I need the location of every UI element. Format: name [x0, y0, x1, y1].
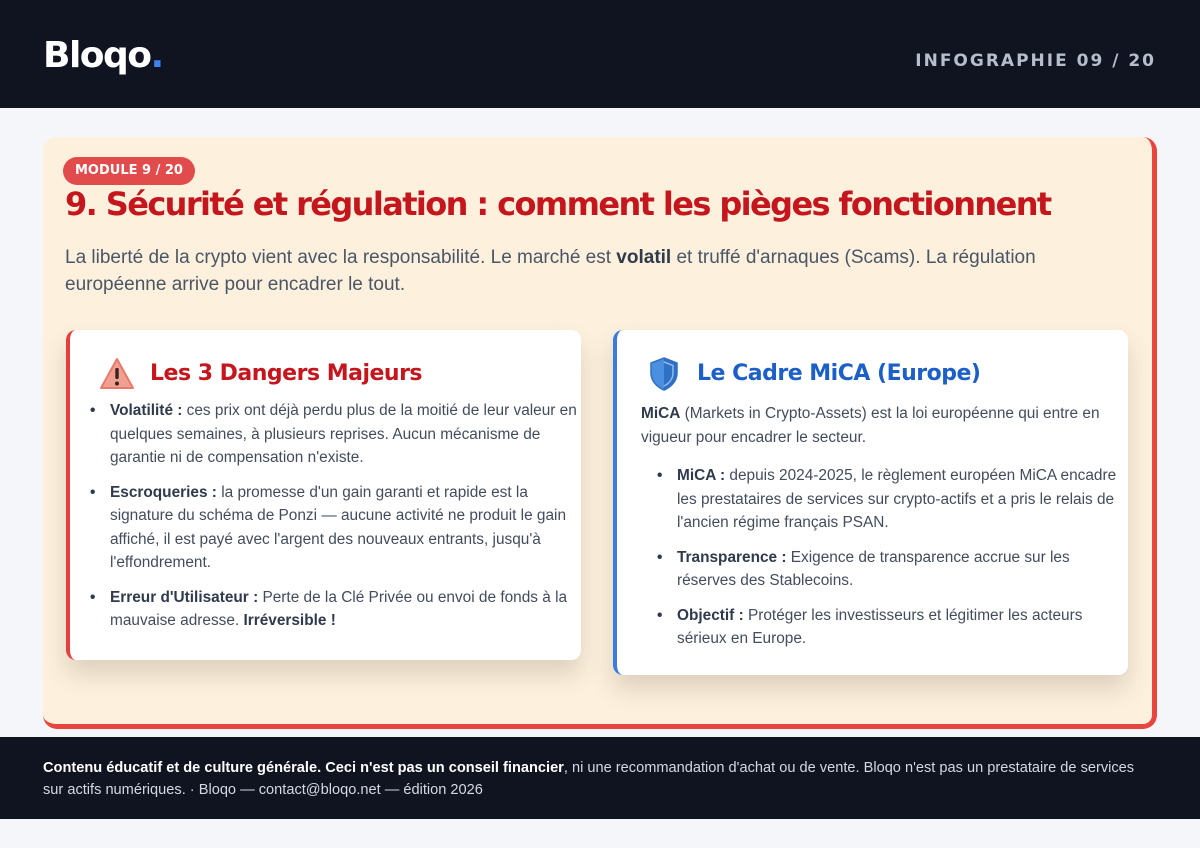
item-label: Volatilité : [110, 402, 183, 419]
item-label: Objectif : [677, 606, 744, 624]
mica-intro-bold: MiCA [641, 405, 681, 422]
disclaimer-bold: Contenu éducatif et de culture générale. Ceci n'est pas un conseil financier [43, 760, 564, 776]
dangers-title: Les 3 Dangers Majeurs [150, 361, 423, 386]
module-badge: MODULE 9 / 20 [63, 157, 195, 185]
intro-emphasis: volatil [616, 247, 672, 268]
list-item [110, 399, 580, 470]
item-label: MiCA : [677, 467, 726, 484]
shield-icon [645, 355, 683, 393]
intro-text-start: La liberté de la crypto vient avec la responsabilité. Le marché est [65, 247, 617, 268]
item-text: Exigence de transparence accrue sur les réserves des Stablecoins. [677, 548, 1070, 589]
item-text: Perte de la Clé Privée ou envoi de fonds à la mauvaise adresse. [110, 588, 568, 629]
infographic-counter: INFOGRAPHIE 09 / 20 [915, 51, 1156, 71]
list-item [657, 604, 1117, 651]
disclaimer-text [43, 757, 1153, 801]
list-item [110, 586, 580, 633]
top-bar [0, 0, 1200, 108]
item-text: la promesse d'un gain garanti et rapide est la signature du schéma de Ponzi — aucune activité ne produit le gain affiché, il est payé avec l'argent des nouveaux entrants, jusqu'à l'effondrement. [110, 483, 567, 571]
item-emphasis: Irréversible ! [243, 612, 336, 629]
mica-list [657, 464, 1117, 662]
list-item [657, 546, 1117, 593]
mica-title: Le Cadre MiCA (Europe) [697, 361, 981, 386]
item-label: Escroqueries : [110, 483, 217, 501]
mica-intro-text: (Markets in Crypto-Assets) est la loi européenne qui entre en vigueur pour encadrer le secteur. [641, 405, 1100, 446]
item-text: depuis 2024-2025, le règlement européen MiCA encadre les prestataires de services sur crypto-actifs et a pris le relais de l'ancien régime français PSAN. [677, 467, 1117, 531]
warning-icon [98, 355, 136, 393]
dangers-list [110, 399, 580, 644]
list-item [110, 481, 580, 575]
disclaimer-footer [0, 737, 1200, 819]
mica-intro [641, 402, 1111, 449]
dangers-header [98, 353, 422, 395]
bloqo-logo[interactable] [43, 36, 163, 76]
item-label: Transparence : [677, 548, 787, 566]
disclaimer-rest: , ni une recommandation d'achat ou de vente. Bloqo n'est pas un prestataire de services sur actifs numériques. · Bloqo — contact@bloqo.net — édition 2026 [43, 760, 1135, 798]
dangers-panel [66, 330, 581, 660]
item-label: Erreur d'Utilisateur : [110, 588, 259, 606]
logo-text: Bloqo [43, 35, 151, 76]
mica-header [645, 353, 980, 395]
page-title: 9. Sécurité et régulation : comment les pièges fonctionnent [65, 185, 1051, 223]
mica-panel [613, 330, 1128, 675]
list-item [657, 464, 1117, 535]
item-text: Protéger les investisseurs et légitimer les acteurs sérieux en Europe. [677, 606, 1083, 647]
item-text: ces prix ont déjà perdu plus de la moitié de leur valeur en quelques semaines, à plusieurs reprises. Aucun mécanisme de garantie ni de compensation n'existe. [110, 402, 577, 466]
module-card [43, 137, 1157, 729]
intro-text-end: et truffé d'arnaques (Scams). La régulation européenne arrive pour encadrer le tout. [65, 247, 1036, 295]
intro-paragraph [65, 244, 1135, 298]
logo-dot: . [150, 35, 163, 76]
